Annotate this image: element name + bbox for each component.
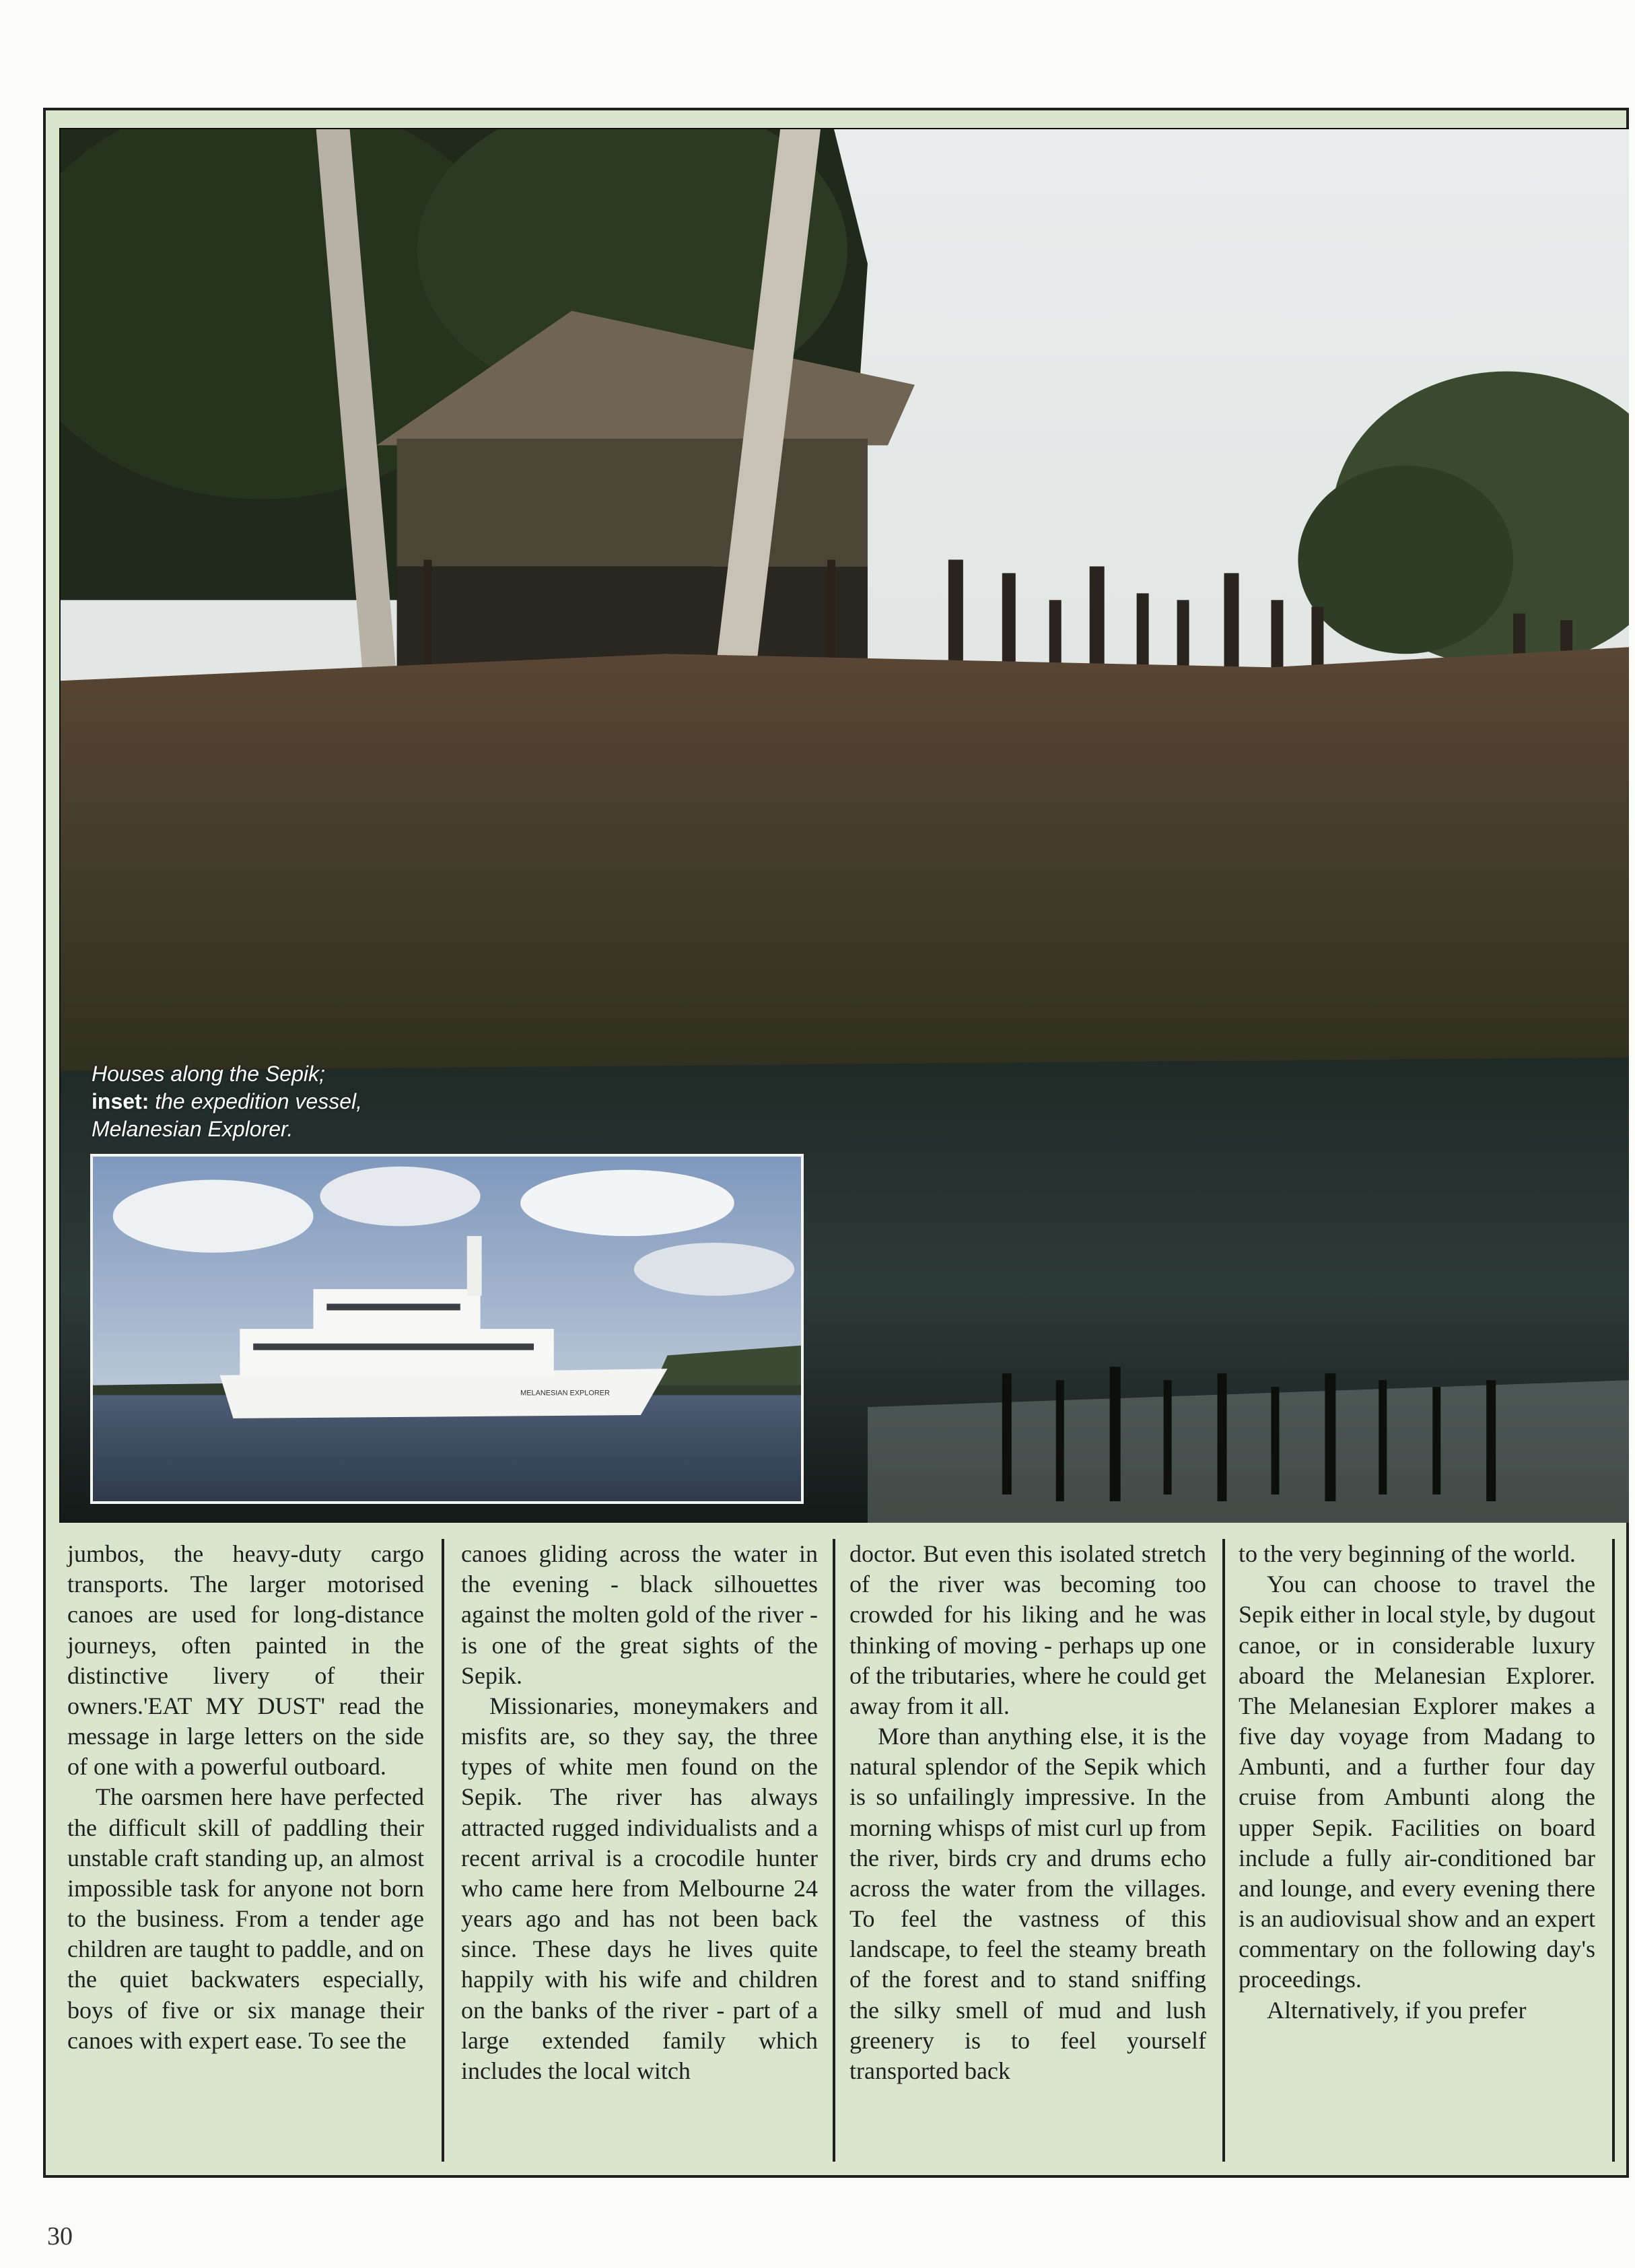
column-2-paragraph: canoes gliding across the water in the evening - black silhouettes against the molten gold of the river - is one of the great sights of the Sepik. bbox=[461, 1540, 818, 1689]
text-column-2 bbox=[461, 1539, 818, 2086]
caption-line-1: Houses along the Sepik; bbox=[92, 1062, 325, 1086]
page-number: 30 bbox=[47, 2222, 73, 2250]
column-4-paragraph: You can choose to travel the Sepik either in local style, by dugout canoe, or in considerable luxury aboard the Melanesian Explorer. The Melanesian Explorer makes a five day voyage from Madang to Ambunti, and a further four day cruise from Ambunti along the upper Sepik. Facilities on board include a fully air-conditioned bar and lounge, and every evening there is an audiovisual show and an expert commentary on the following day's proceedings. bbox=[1239, 1571, 1595, 1993]
photo-caption bbox=[92, 1060, 442, 1143]
text-column-4 bbox=[1239, 1539, 1595, 2026]
column-3-paragraph: More than anything else, it is the natural splendor of the Sepik which is so unfailingly impressive. In the morning whisps of mist curl up from the river, birds cry and drums echo across the water from the villages. To feel the vastness of this landscape, to feel the steamy breath of the forest and to stand sniffing the silky smell of mud and lush greenery is to feel yourself transported back bbox=[849, 1723, 1206, 2084]
caption-line-2 bbox=[92, 1088, 442, 1115]
column-4-paragraph: Alternatively, if you prefer bbox=[1267, 1996, 1527, 2024]
column-4-paragraph: to the very beginning of the world. bbox=[1239, 1540, 1576, 1567]
column-3-paragraph: doctor. But even this isolated stretch of the river was becoming too crowded for his liking and he was thinking of moving - perhaps up one of the tributaries, where he could get away from it all. bbox=[849, 1540, 1206, 1719]
text-column-1 bbox=[67, 1539, 424, 2056]
caption-line-3: Melanesian Explorer. bbox=[92, 1116, 293, 1141]
column-2-paragraph: Missionaries, moneymakers and misfits are, so they say, the three types of white men found on the Sepik. The river has always attracted rugged individualists and a recent arrival is a crocodile hunter who came here from Melbourne 24 years ago and has not been back since. These days he lives quite happily with his wife and children on the banks of the river - part of a large extended family which includes the local witch bbox=[461, 1692, 818, 2084]
column-divider bbox=[833, 1539, 835, 2162]
column-divider bbox=[1612, 1539, 1615, 2162]
column-1-paragraph: jumbos, the heavy-duty cargo transports. The larger motorised canoes are used for long-distance journeys, often painted in the distinctive livery of their owners.'EAT MY DUST' read the message in large letters on the side of one with a powerful outboard. bbox=[67, 1540, 424, 1781]
ship-name-lettering: MELANESIAN EXPLORER bbox=[520, 1389, 610, 1398]
column-1-paragraph: The oarsmen here have perfected the difficult skill of paddling their unstable craft standing up, an almost impossible task for anyone not born to the business. From a tender age children are taught to paddle, and on the quiet backwaters especially, boys of five or six manage their canoes with expert ease. To see the bbox=[67, 1783, 424, 2054]
caption-inset-label: inset: bbox=[92, 1089, 149, 1113]
column-divider bbox=[1222, 1539, 1225, 2162]
inset-photo-ship bbox=[90, 1154, 804, 1504]
caption-line-2-text: the expedition vessel, bbox=[155, 1089, 362, 1113]
text-column-3 bbox=[849, 1539, 1206, 2086]
column-divider bbox=[442, 1539, 444, 2162]
